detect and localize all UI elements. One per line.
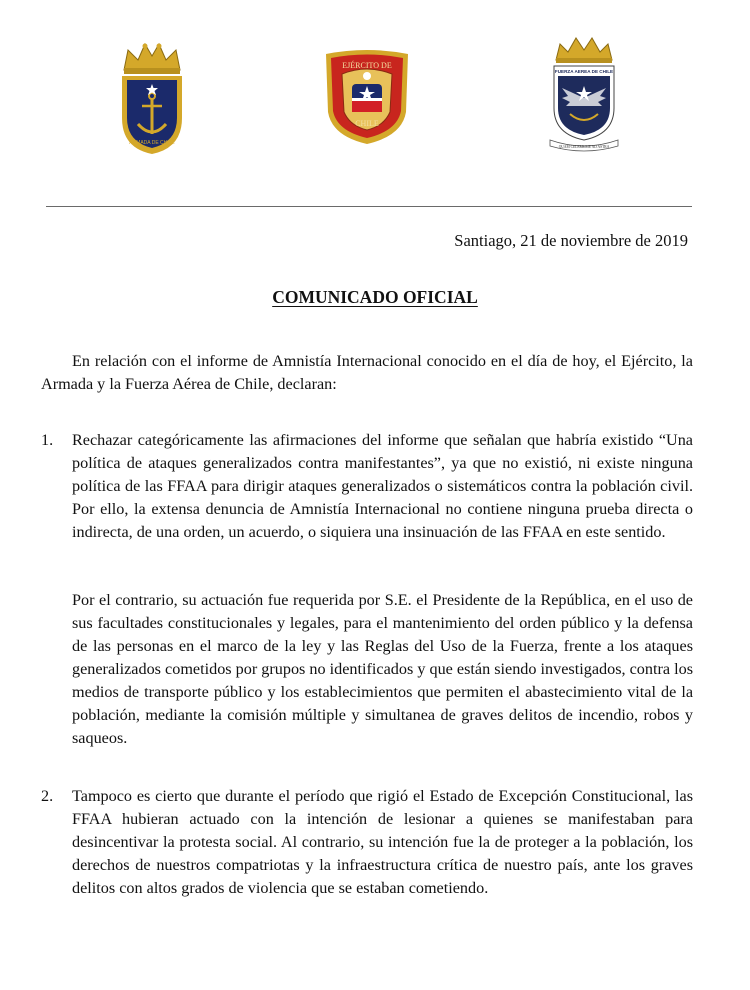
- svg-text:ARMADA DE CHILE: ARMADA DE CHILE: [129, 140, 175, 146]
- army-crest-logo: [322, 50, 412, 146]
- numbered-item-1: [41, 429, 693, 544]
- document-title: COMUNICADO OFICIAL: [272, 287, 478, 307]
- item-paragraph: Rechazar categóricamente las afirmaciones del informe que señalan que habría existido “Una política de ataques generalizados contra manifestantes”, ya que no existió, ni existe ninguna política de las FFAA para dirigir ataques generalizados o sistemáticos contra la población civil. Por ello, la extensa denuncia de Amnistía Internacional no contiene ninguna prueba directa o indirecta, de una orden, un acuerdo, o siquiera una insinuación de las FFAA en este sentido.: [72, 431, 693, 541]
- item-number: 2.: [41, 787, 54, 805]
- navy-crest-logo: [114, 40, 190, 156]
- item-1-continuation-paragraph: Por el contrario, su actuación fue requerida por S.E. el Presidente de la República, en el uso de sus facultades constitucionales y legales, para el mantenimiento del orden público y la defensa de las personas en el marco de la ley y las Reglas del Uso de la Fuerza, frente a los ataques generalizados cometidos por grupos no identificados y que están siendo investigados, contra los medios de transporte público y los establecimientos que permiten el abastecimiento vital de la población, mediante la comisión múltiple y simultanea de graves delitos de incendio, robos y saqueos.: [72, 591, 693, 747]
- header-divider: [46, 206, 692, 207]
- air-force-crest-motto: QUAM CELERRIME AD ASTRA: [558, 145, 610, 149]
- army-crest-label-top: EJÉRCITO DE: [342, 61, 392, 70]
- document-date: Santiago, 21 de noviembre de 2019: [454, 231, 688, 250]
- navy-crest-label: [129, 140, 175, 146]
- intro-paragraph: En relación con el informe de Amnistía Internacional conocido en el día de hoy, el Ejército, la Armada y la Fuerza Aérea de Chile, declaran:: [41, 352, 693, 393]
- header-crests: [0, 36, 750, 166]
- numbered-item-2: [41, 785, 693, 900]
- item-number: 1.: [41, 431, 54, 449]
- army-crest-label-bottom: CHILE: [355, 119, 379, 128]
- air-force-crest-logo: [548, 36, 620, 154]
- item-paragraph: Tampoco es cierto que durante el período que rigió el Estado de Excepción Constitucional, las FFAA hubieran actuado con la intención de lesionar a quienes se manifestaban para desincentivar la protesta social. Al contrario, su intención fue la de proteger a la población, los derechos de nuestros compatriotas y la infraestructura crítica de nuestro país, ante los graves delitos con altos grados de violencia que se estaban cometiendo.: [72, 787, 693, 897]
- air-force-crest-label: FUERZA AEREA DE CHILE: [554, 69, 614, 74]
